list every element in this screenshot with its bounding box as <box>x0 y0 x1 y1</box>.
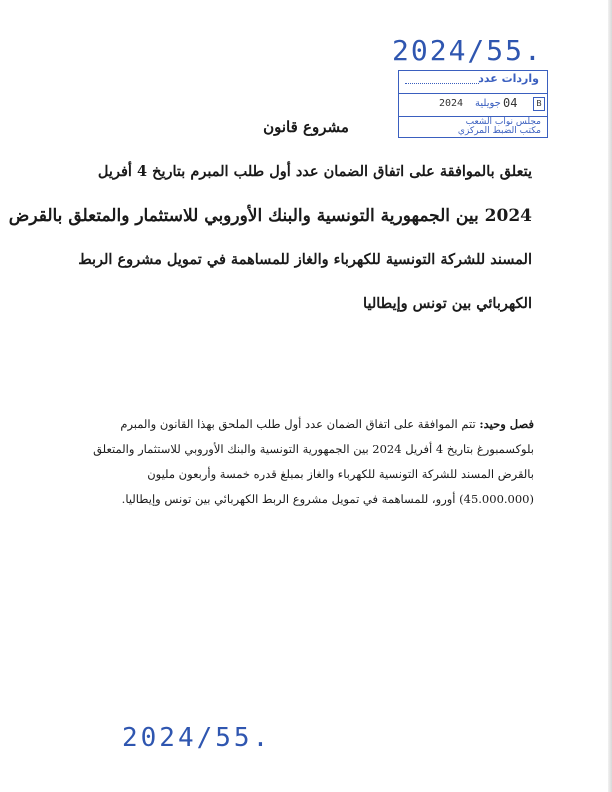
stamp-date-row <box>399 93 547 117</box>
single-article <box>82 412 534 512</box>
bill-subject <box>8 150 532 326</box>
stamp-label: واردات عدد <box>478 72 539 85</box>
subject-line: المسند للشركة التونسية للكهرباء والغاز للمساهمة في تمويل مشروع الربط <box>78 251 532 268</box>
article-text: تتم الموافقة على اتفاق الضمان عدد أول طلب الملحق بهذا القانون والمبرم <box>120 417 480 431</box>
registration-stamp <box>398 70 548 138</box>
article-line: بالقرض المسند للشركة التونسية للكهرباء والغاز بمبلغ قدره خمسة وأربعون مليون <box>147 467 534 481</box>
article-heading: فصل وحيد: <box>479 417 534 431</box>
article-line: بلوكسمبورغ بتاريخ 4 أفريل 2024 بين الجمهورية التونسية والبنك الأوروبي للاستثمار والمتعلق <box>93 442 534 456</box>
scan-edge <box>608 0 612 792</box>
subject-line: الكهربائي بين تونس وإيطاليا <box>363 295 532 312</box>
stamp-org-line: مكتب الضبط المركزي <box>457 126 541 136</box>
registration-number: 2024/55. <box>392 34 543 67</box>
footer-registration-number: 2024/55. <box>122 723 272 753</box>
stamp-month: جويلية <box>475 98 501 109</box>
stamp-day: 04 <box>503 96 518 110</box>
stamp-org-line: مجلس نواب الشعب <box>465 117 541 127</box>
stamp-year: 2024 <box>439 98 464 109</box>
article-line <box>82 412 534 437</box>
article-line: (45.000.000) أورو، للمساهمة في تمويل مشروع الربط الكهربائي بين تونس وإيطاليا. <box>121 492 534 506</box>
document-title: مشروع قانون <box>263 118 349 136</box>
subject-line: يتعلق بالموافقة على اتفاق الضمان عدد أول طلب المبرم بتاريخ 4 أفريل <box>97 163 532 180</box>
stamp-letter: B <box>533 97 545 111</box>
stamp-dotted-line <box>405 83 479 84</box>
subject-line: 2024 بين الجمهورية التونسية والبنك الأوروبي للاستثمار والمتعلق بالقرض <box>8 206 532 226</box>
stamp-organization <box>458 118 541 136</box>
